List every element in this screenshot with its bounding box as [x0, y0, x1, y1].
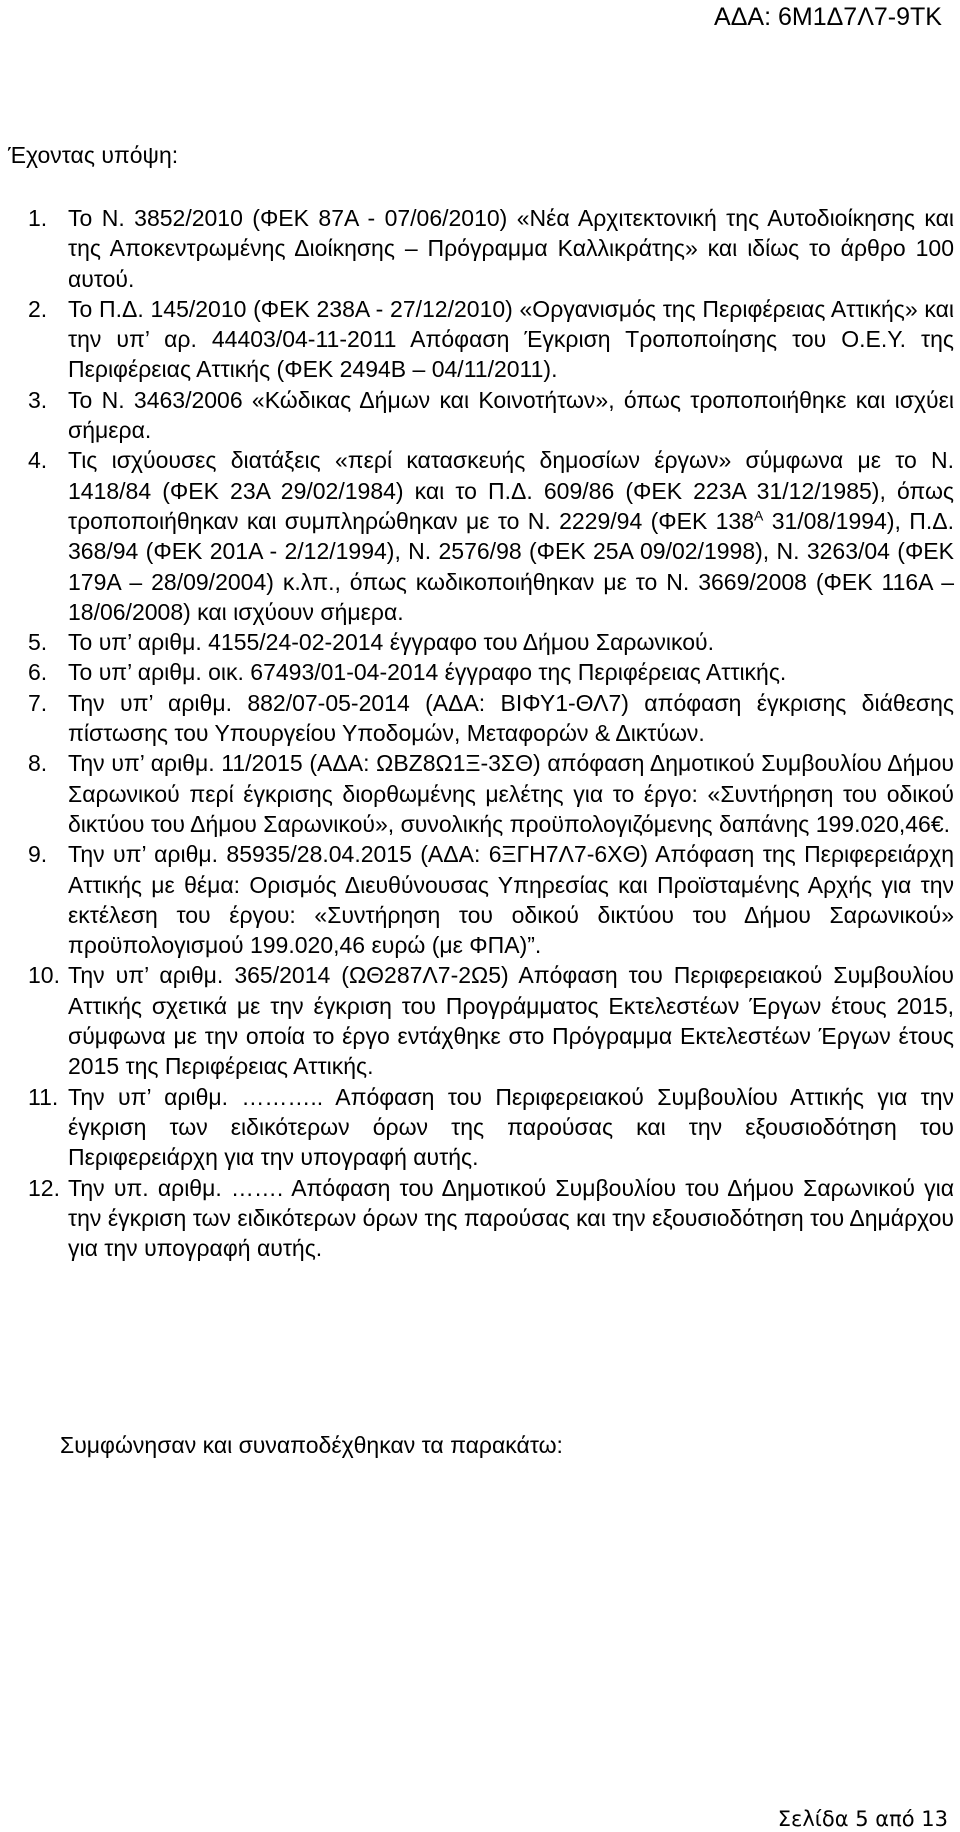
list-item — [28, 748, 954, 839]
ada-code-header: ΑΔΑ: 6Μ1Δ7Λ7-9ΤΚ — [714, 3, 942, 31]
list-item — [28, 1082, 954, 1173]
list-item-text: Την υπ’ αριθμ. 11/2015 (ΑΔΑ: ΩΒΖ8Ω1Ξ-3ΣΘ) απόφαση Δημοτικού Συμβουλίου Δήμου Σαρωνικού περί έγκρισης διορθωμένης μελέτης για το έργο: «Συντήρηση του οδικού δικτύου του Δήμου Σαρωνικού», συνολικής προϋπολογιζόμενης δαπάνης 199.020,46€. — [68, 750, 954, 837]
list-item — [28, 385, 954, 446]
list-item-number: 10. — [28, 962, 60, 989]
list-item — [28, 627, 954, 657]
list-item-text: Το Π.Δ. 145/2010 (ΦΕΚ 238Α - 27/12/2010) «Οργανισμός της Περιφέρειας Αττικής» και την υπ’ αρ. 44403/04-11-2011 Απόφαση Έγκριση Τροποποίησης του Ο.Ε.Υ. της Περιφέρειας Αττικής (ΦΕΚ 2494Β – 04/11/2011). — [68, 295, 954, 383]
list-item-number: 3. — [28, 386, 48, 413]
considerations-list — [28, 203, 954, 1263]
list-item — [28, 1173, 954, 1264]
list-item — [28, 445, 954, 627]
list-item-text: Την υπ’ αριθμ. 365/2014 (ΩΘ287Λ7-2Ω5) Απόφαση του Περιφερειακού Συμβουλίου Αττικής σχετικά με την έγκριση του Προγράμματος Εκτελεστέων Έργων έτους 2015, σύμφωνα με την οποία το έργο εντάχθηκε στο Πρόγραμμα Εκτελεστέων Έργων έτους 2015 της Περιφέρειας Αττικής. — [68, 962, 954, 1080]
list-item — [28, 960, 954, 1081]
list-item-text-part: Τις ισχύουσες διατάξεις «περί κατασκευής δημοσίων έργων» σύμφωνα με το Ν. 1418/84 (ΦΕΚ 23Α 29/02/1984) και το Π.Δ. 609/86 (ΦΕΚ 223Α 31/12/1985), όπως τροποποιήθηκαν και συμπληρώθηκαν με το Ν. 2229/94 (ΦΕΚ 138 — [68, 447, 954, 534]
list-item-text: Την υπ’ αριθμ. 85935/28.04.2015 (ΑΔΑ: 6ΞΓΗ7Λ7-6ΧΘ) Απόφαση της Περιφερειάρχη Αττικής με θέμα: Ορισμός Διευθύνουσας Υπηρεσίας και Προϊσταμένης Αρχής για την εκτέλεση του έργου: «Συντήρηση του οδικού δικτύου του Δήμου Σαρωνικού» προϋπολογισμού 199.020,46 ευρώ (με ΦΠΑ)”. — [68, 841, 954, 959]
list-item — [28, 657, 954, 687]
list-item-number: 9. — [28, 841, 48, 868]
list-item-number: 11. — [28, 1083, 59, 1110]
list-item-number: 7. — [28, 689, 48, 716]
list-item-number: 8. — [28, 750, 48, 777]
list-item-text: Το Ν. 3852/2010 (ΦΕΚ 87Α - 07/06/2010) «Νέα Αρχιτεκτονική της Αυτοδιοίκησης και της Αποκεντρωμένης Διοίκησης – Πρόγραμμα Καλλικράτης» και ιδίως το άρθρο 100 αυτού. — [68, 205, 954, 292]
page-number-footer: Σελίδα 5 από 13 — [777, 1807, 948, 1831]
list-item — [28, 294, 954, 385]
list-item-text: Το Ν. 3463/2006 «Κώδικας Δήμων και Κοινοτήτων», όπως τροποποιήθηκε και ισχύει σήμερα. — [68, 386, 954, 444]
list-item-text — [68, 445, 954, 627]
list-item-text: Την υπ’ αριθμ. 882/07-05-2014 (ΑΔΑ: ΒΙΦΥ1-ΘΛ7) απόφαση έγκρισης διάθεσης πίστωσης του Υπουργείου Υποδομών, Μεταφορών & Δικτύων. — [68, 689, 954, 747]
list-item — [28, 688, 954, 749]
list-item-text: Την υπ. αριθμ. ……. Απόφαση του Δημοτικού Συμβουλίου του Δήμου Σαρωνικού για την έγκριση των ειδικότερων όρων της παρούσας και την εξουσιοδότηση του Δημάρχου για την υπογραφή αυτής. — [68, 1174, 954, 1262]
list-item-number: 2. — [28, 295, 48, 322]
intro-heading: Έχοντας υπόψη: — [8, 142, 179, 168]
list-item-text: Το υπ’ αριθμ. οικ. 67493/01-04-2014 έγγραφο της Περιφέρειας Αττικής. — [68, 659, 787, 686]
list-item-number: 4. — [28, 447, 48, 474]
agreement-statement: Συμφώνησαν και συναποδέχθηκαν τα παρακάτω: — [60, 1432, 563, 1458]
superscript-mark: Α — [754, 507, 764, 524]
list-item-number: 6. — [28, 659, 48, 686]
list-item-number: 12. — [28, 1174, 60, 1201]
list-item-text: Το υπ’ αριθμ. 4155/24-02-2014 έγγραφο του Δήμου Σαρωνικού. — [68, 629, 714, 656]
list-item-text: Την υπ’ αριθμ. ……….. Απόφαση του Περιφερειακού Συμβουλίου Αττικής για την έγκριση των ειδικότερων όρων της παρούσας και την εξουσιοδότηση του Περιφερειάρχη για την υπογραφή αυτής. — [68, 1083, 954, 1171]
list-item-number: 1. — [28, 205, 48, 231]
list-item-number: 5. — [28, 629, 48, 656]
list-item — [28, 203, 954, 294]
list-item-text-part: 31/08/1994), Π.Δ. 368/94 (ΦΕΚ 201Α - 2/12/1994), Ν. 2576/98 (ΦΕΚ 25Α 09/02/1998), Ν. 3263/04 (ΦΕΚ 179Α – 28/09/2004) κ.λπ., όπως κωδικοποιήθηκαν με το Ν. 3669/2008 (ΦΕΚ 116Α – 18/06/2008) και ισχύουν σήμερα. — [68, 507, 954, 625]
list-item — [28, 839, 954, 960]
